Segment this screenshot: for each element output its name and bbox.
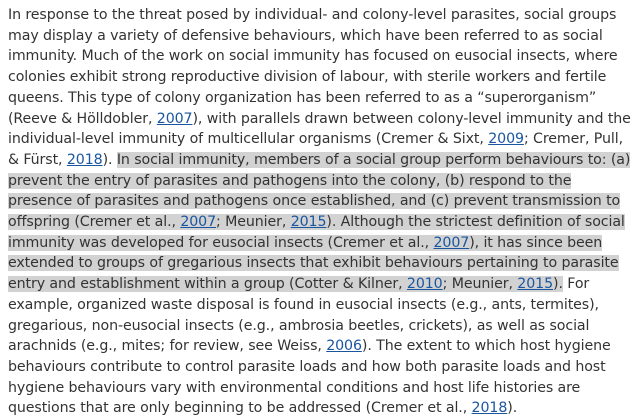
paragraph-text-run: In social immunity, members of a social group perform behaviours to: (a) prevent the entry of parasites and pathogens into the colony, (b) respond to the presence of parasites and pathogens once established, and (c) prevent transmission to offspring (Cremer et al., bbox=[8, 151, 631, 231]
citation-year-link[interactable]: 2006 bbox=[326, 338, 362, 355]
paragraph-text-run: ). Although the strictest definition of social immunity was developed for eusocial insects (Cremer et al., bbox=[8, 214, 625, 251]
paragraph-text-run: ), with parallels drawn between colony-level immunity and the individual-level immunity of multicellular organisms (Cremer & Sixt, bbox=[8, 110, 631, 148]
text-after-highlight bbox=[8, 276, 611, 416]
citation-year-link[interactable]: 2007 bbox=[156, 110, 193, 127]
paragraph-text-run: ). The extent to which host hygiene behaviours contribute to control parasite loads and how both parasite loads and host hygiene behaviours vary with environmental conditions and host life histories are questions that are only beginning to be addressed (Cremer et al., bbox=[8, 338, 611, 417]
highlighted-text[interactable] bbox=[8, 152, 630, 292]
text-before-highlight bbox=[8, 7, 631, 168]
paragraph-text-run: ). bbox=[553, 276, 563, 293]
citation-year-link[interactable]: 2010 bbox=[406, 276, 443, 293]
body-paragraph bbox=[8, 5, 638, 419]
citation-year-link[interactable]: 2007 bbox=[180, 214, 217, 231]
paragraph-text-run: ). bbox=[507, 400, 518, 417]
paragraph-text-run: In response to the threat posed by individual- and colony-level parasites, social groups may display a variety of defensive behaviours, which have been referred to as social immunity. Much of the work on social immunity has focused on eusocial insects, where colonies exhibit strong reproductive division of labour, with sterile workers and fertile queens. This type of colony organization has been referred to as a “superorganism” (Reeve & Hölldobler, bbox=[8, 7, 618, 127]
paragraph-text-run: ; Cremer, Pull, & Fürst, bbox=[8, 131, 623, 168]
paragraph-text-run: For example, organized waste disposal is found in eusocial insects (e.g., ants, termites), gregarious, non-eusocial insects (e.g., ambrosia beetles, crickets), as well as social arachnids (e.g., mites; for review, see Weiss, bbox=[8, 276, 599, 355]
citation-year-link[interactable]: 2015 bbox=[517, 276, 554, 293]
citation-year-link[interactable]: 2007 bbox=[433, 234, 470, 251]
paragraph-text-run: ; Meunier, bbox=[442, 276, 518, 293]
paragraph-text-run: ). bbox=[102, 151, 117, 168]
citation-year-link[interactable]: 2018 bbox=[66, 151, 103, 168]
paragraph-text-run: ; Meunier, bbox=[216, 214, 291, 231]
citation-year-link[interactable]: 2015 bbox=[290, 214, 327, 231]
paragraph-text-run: ), it has since been extended to groups of gregarious insects that exhibit behaviours pertaining to parasite entry and establishment within a group (Cotter & Kilner, bbox=[8, 234, 619, 293]
citation-year-link[interactable]: 2009 bbox=[488, 131, 524, 148]
citation-year-link[interactable]: 2018 bbox=[471, 400, 508, 417]
